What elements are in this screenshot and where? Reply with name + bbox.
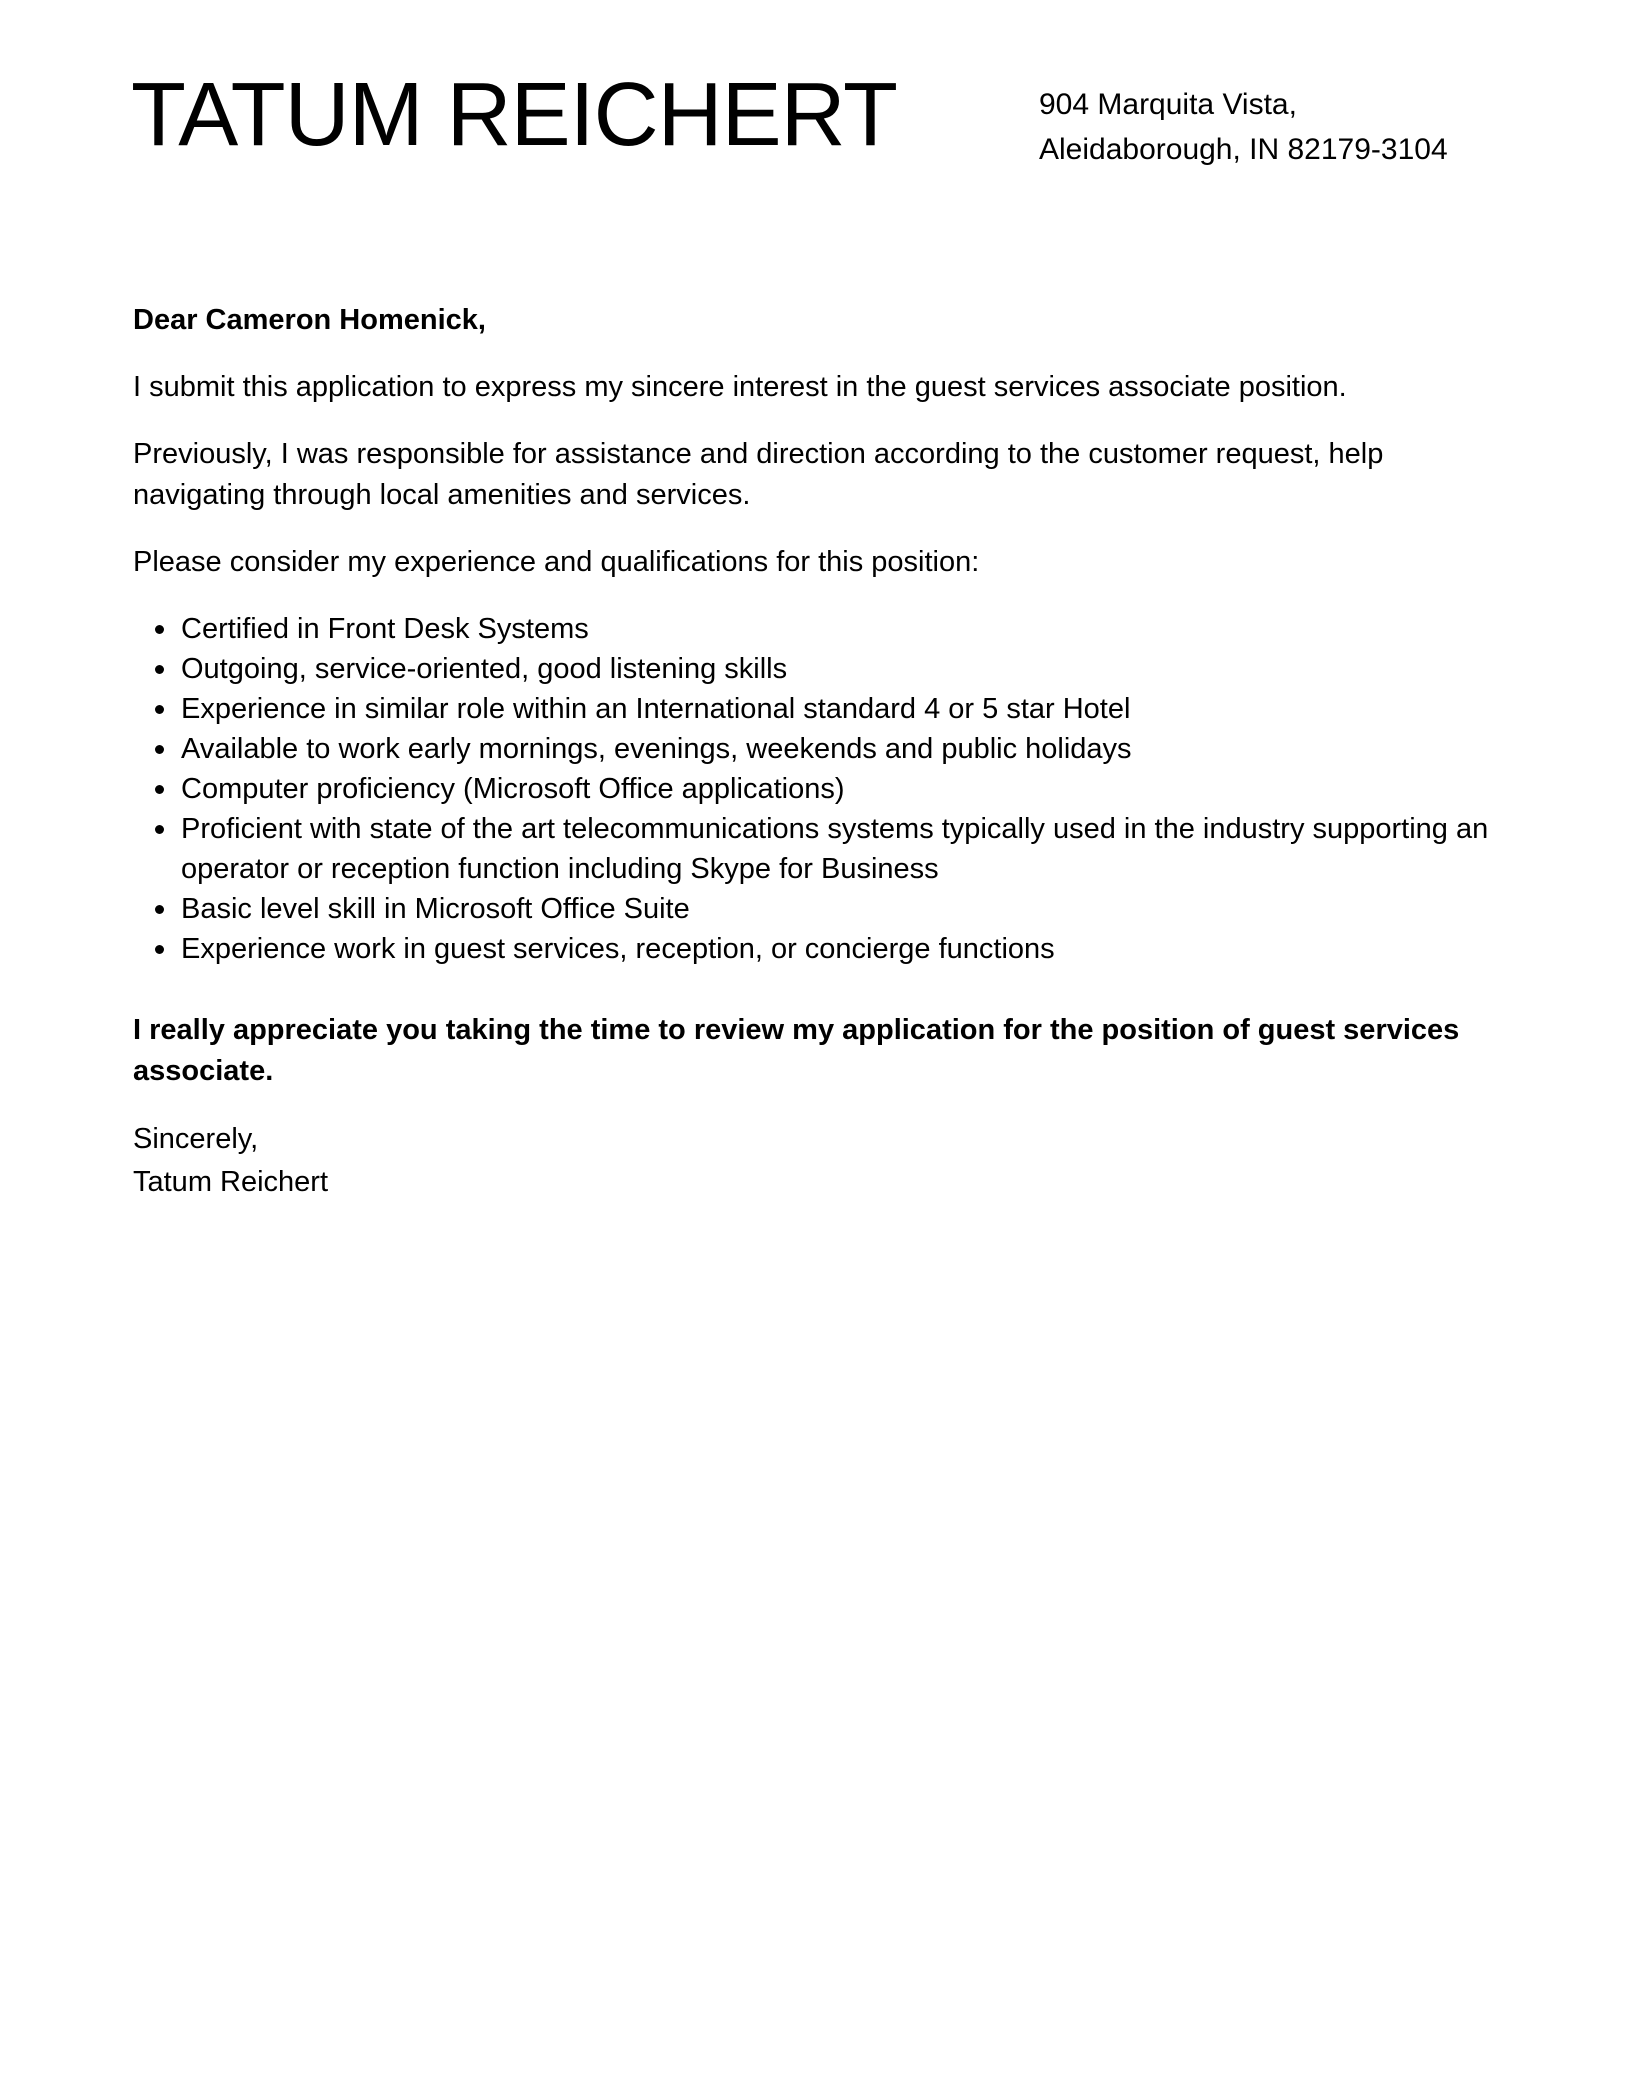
bullet-icon xyxy=(155,625,164,634)
bullet-icon xyxy=(155,665,164,674)
list-item-text: Outgoing, service-oriented, good listening skills xyxy=(181,653,788,685)
salutation: Dear Cameron Homenick, xyxy=(133,304,486,336)
signature-name: Tatum Reichert xyxy=(133,1166,329,1198)
bullet-icon xyxy=(155,825,164,834)
letter-body xyxy=(133,300,1513,1204)
bullet-icon xyxy=(155,745,164,754)
list-item xyxy=(133,609,1513,649)
closing-paragraph: I really appreciate you taking the time to review my application for the position of guest services associate. xyxy=(133,1014,1460,1087)
list-item-text: Computer proficiency (Microsoft Office applications) xyxy=(181,773,845,805)
list-item xyxy=(133,649,1513,689)
list-item-text: Proficient with state of the art telecommunications systems typically used in the industry supporting an operator or reception function including Skype for Business xyxy=(181,813,1489,885)
list-item xyxy=(133,689,1513,729)
bullet-icon xyxy=(155,785,164,794)
address-line-2: Aleidaborough, IN 82179-3104 xyxy=(1039,133,1448,166)
list-item xyxy=(133,929,1513,969)
address-line-1: 904 Marquita Vista, xyxy=(1039,88,1297,121)
list-item-text: Certified in Front Desk Systems xyxy=(181,613,589,645)
bullet-icon xyxy=(155,905,164,914)
list-item xyxy=(133,769,1513,809)
intro-paragraph: I submit this application to express my sincere interest in the guest services associate position. xyxy=(133,371,1347,403)
list-item-text: Experience in similar role within an International standard 4 or 5 star Hotel xyxy=(181,693,1131,725)
list-item-text: Basic level skill in Microsoft Office Suite xyxy=(181,893,690,925)
applicant-name: TATUM REICHERT xyxy=(131,65,897,165)
qualifications-list xyxy=(133,609,1513,969)
signoff: Sincerely, xyxy=(133,1123,259,1155)
list-item xyxy=(133,889,1513,929)
list-item-text: Experience work in guest services, reception, or concierge functions xyxy=(181,933,1055,965)
list-item-text: Available to work early mornings, evenings, weekends and public holidays xyxy=(181,733,1132,765)
consider-paragraph: Please consider my experience and qualifications for this position: xyxy=(133,546,980,578)
list-item xyxy=(133,809,1513,889)
list-item xyxy=(133,729,1513,769)
bullet-icon xyxy=(155,945,164,954)
address-block xyxy=(1039,82,1448,172)
bullet-icon xyxy=(155,705,164,714)
previous-experience-paragraph: Previously, I was responsible for assistance and direction according to the customer request, help navigating through local amenities and services. xyxy=(133,438,1384,511)
